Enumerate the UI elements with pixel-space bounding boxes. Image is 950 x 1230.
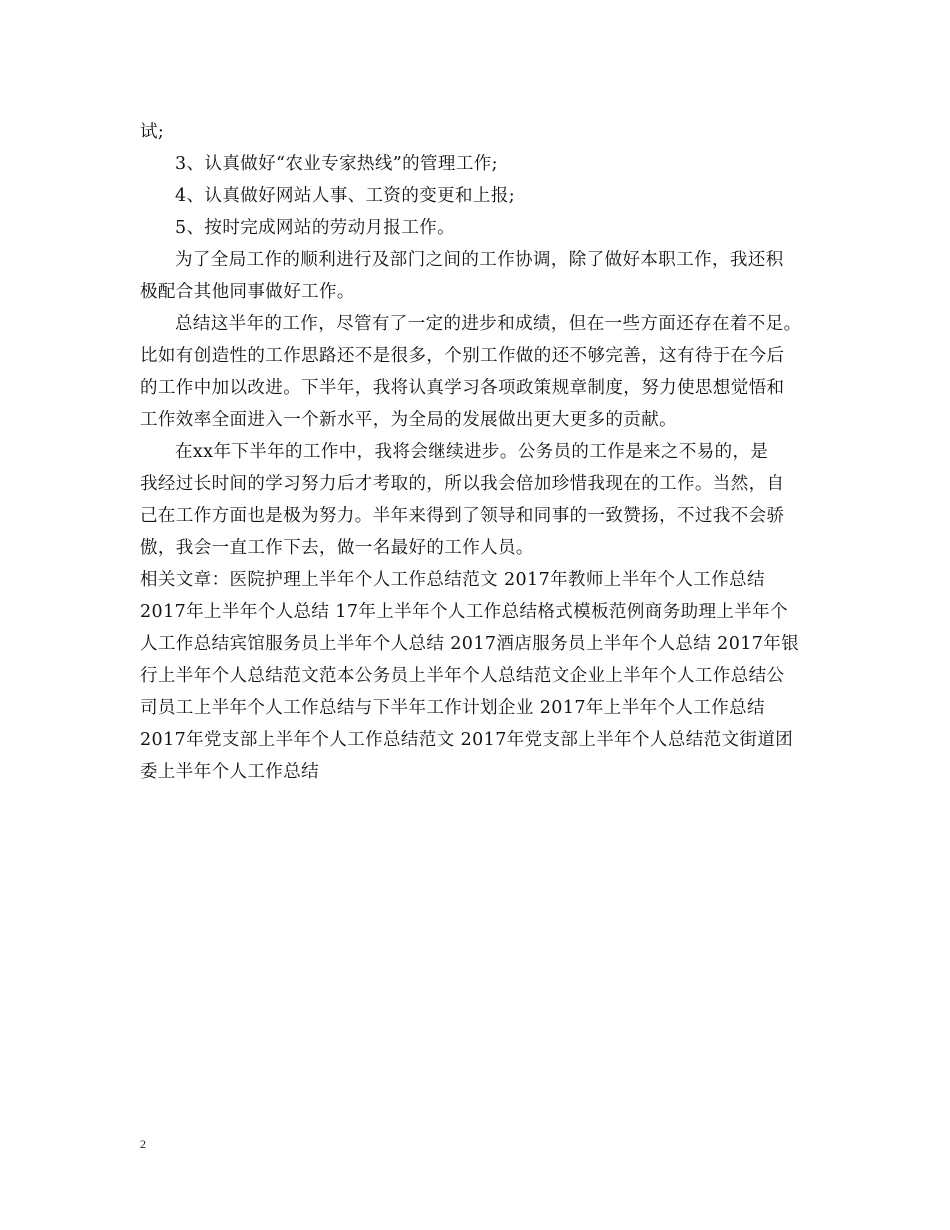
- related-articles-line: 人工作总结宾馆服务员上半年个人总结 2017酒店服务员上半年个人总结 2017年银: [140, 634, 800, 654]
- list-item: 3、认真做好“农业专家热线”的管理工作;: [175, 154, 498, 174]
- paragraph-line: 傲，我会一直工作下去，做一名最好的工作人员。: [140, 538, 534, 558]
- related-articles-line: 司员工上半年个人工作总结与下半年工作计划企业 2017年上半年个人工作总结: [140, 698, 765, 718]
- related-articles-line: 行上半年个人总结范文范本公务员上半年个人总结范文企业上半年个人工作总结公: [140, 666, 785, 686]
- paragraph-line: 极配合其他同事做好工作。: [140, 282, 355, 302]
- paragraph-line: 比如有创造性的工作思路还不是很多，个别工作做的还不够完善，这有待于在今后: [140, 346, 785, 366]
- related-articles-line: 委上半年个人工作总结: [140, 762, 319, 782]
- paragraph-line: 己在工作方面也是极为努力。半年来得到了领导和同事的一致赞扬，不过我不会骄: [140, 506, 785, 526]
- list-item: 5、按时完成网站的劳动月报工作。: [175, 218, 456, 238]
- related-articles-line: 2017年上半年个人总结 17年上半年个人工作总结格式模板范例商务助理上半年个: [140, 602, 788, 622]
- paragraph-line: 的工作中加以改进。下半年，我将认真学习各项政策规章制度，努力使思想觉悟和: [140, 378, 785, 398]
- related-articles-line: 2017年党支部上半年个人工作总结范文 2017年党支部上半年个人总结范文街道团: [140, 730, 794, 750]
- paragraph-line: 为了全局工作的顺利进行及部门之间的工作协调，除了做好本职工作，我还积: [175, 250, 784, 270]
- paragraph-line: 我经过长时间的学习努力后才考取的，所以我会倍加珍惜我现在的工作。当然，自: [140, 474, 785, 494]
- related-articles-line: 相关文章：医院护理上半年个人工作总结范文 2017年教师上半年个人工作总结: [140, 570, 765, 590]
- list-item: 4、认真做好网站人事、工资的变更和上报;: [175, 186, 516, 206]
- paragraph-line: 总结这半年的工作，尽管有了一定的进步和成绩，但在一些方面还存在着不足。: [175, 314, 802, 334]
- document-body: [140, 116, 812, 788]
- page-number: 2: [140, 1137, 146, 1151]
- paragraph-line: 在xx年下半年的工作中，我将会继续进步。公务员的工作是来之不易的，是: [175, 442, 769, 462]
- text-line: 试;: [140, 122, 165, 142]
- paragraph-line: 工作效率全面进入一个新水平，为全局的发展做出更大更多的贡献。: [140, 410, 677, 430]
